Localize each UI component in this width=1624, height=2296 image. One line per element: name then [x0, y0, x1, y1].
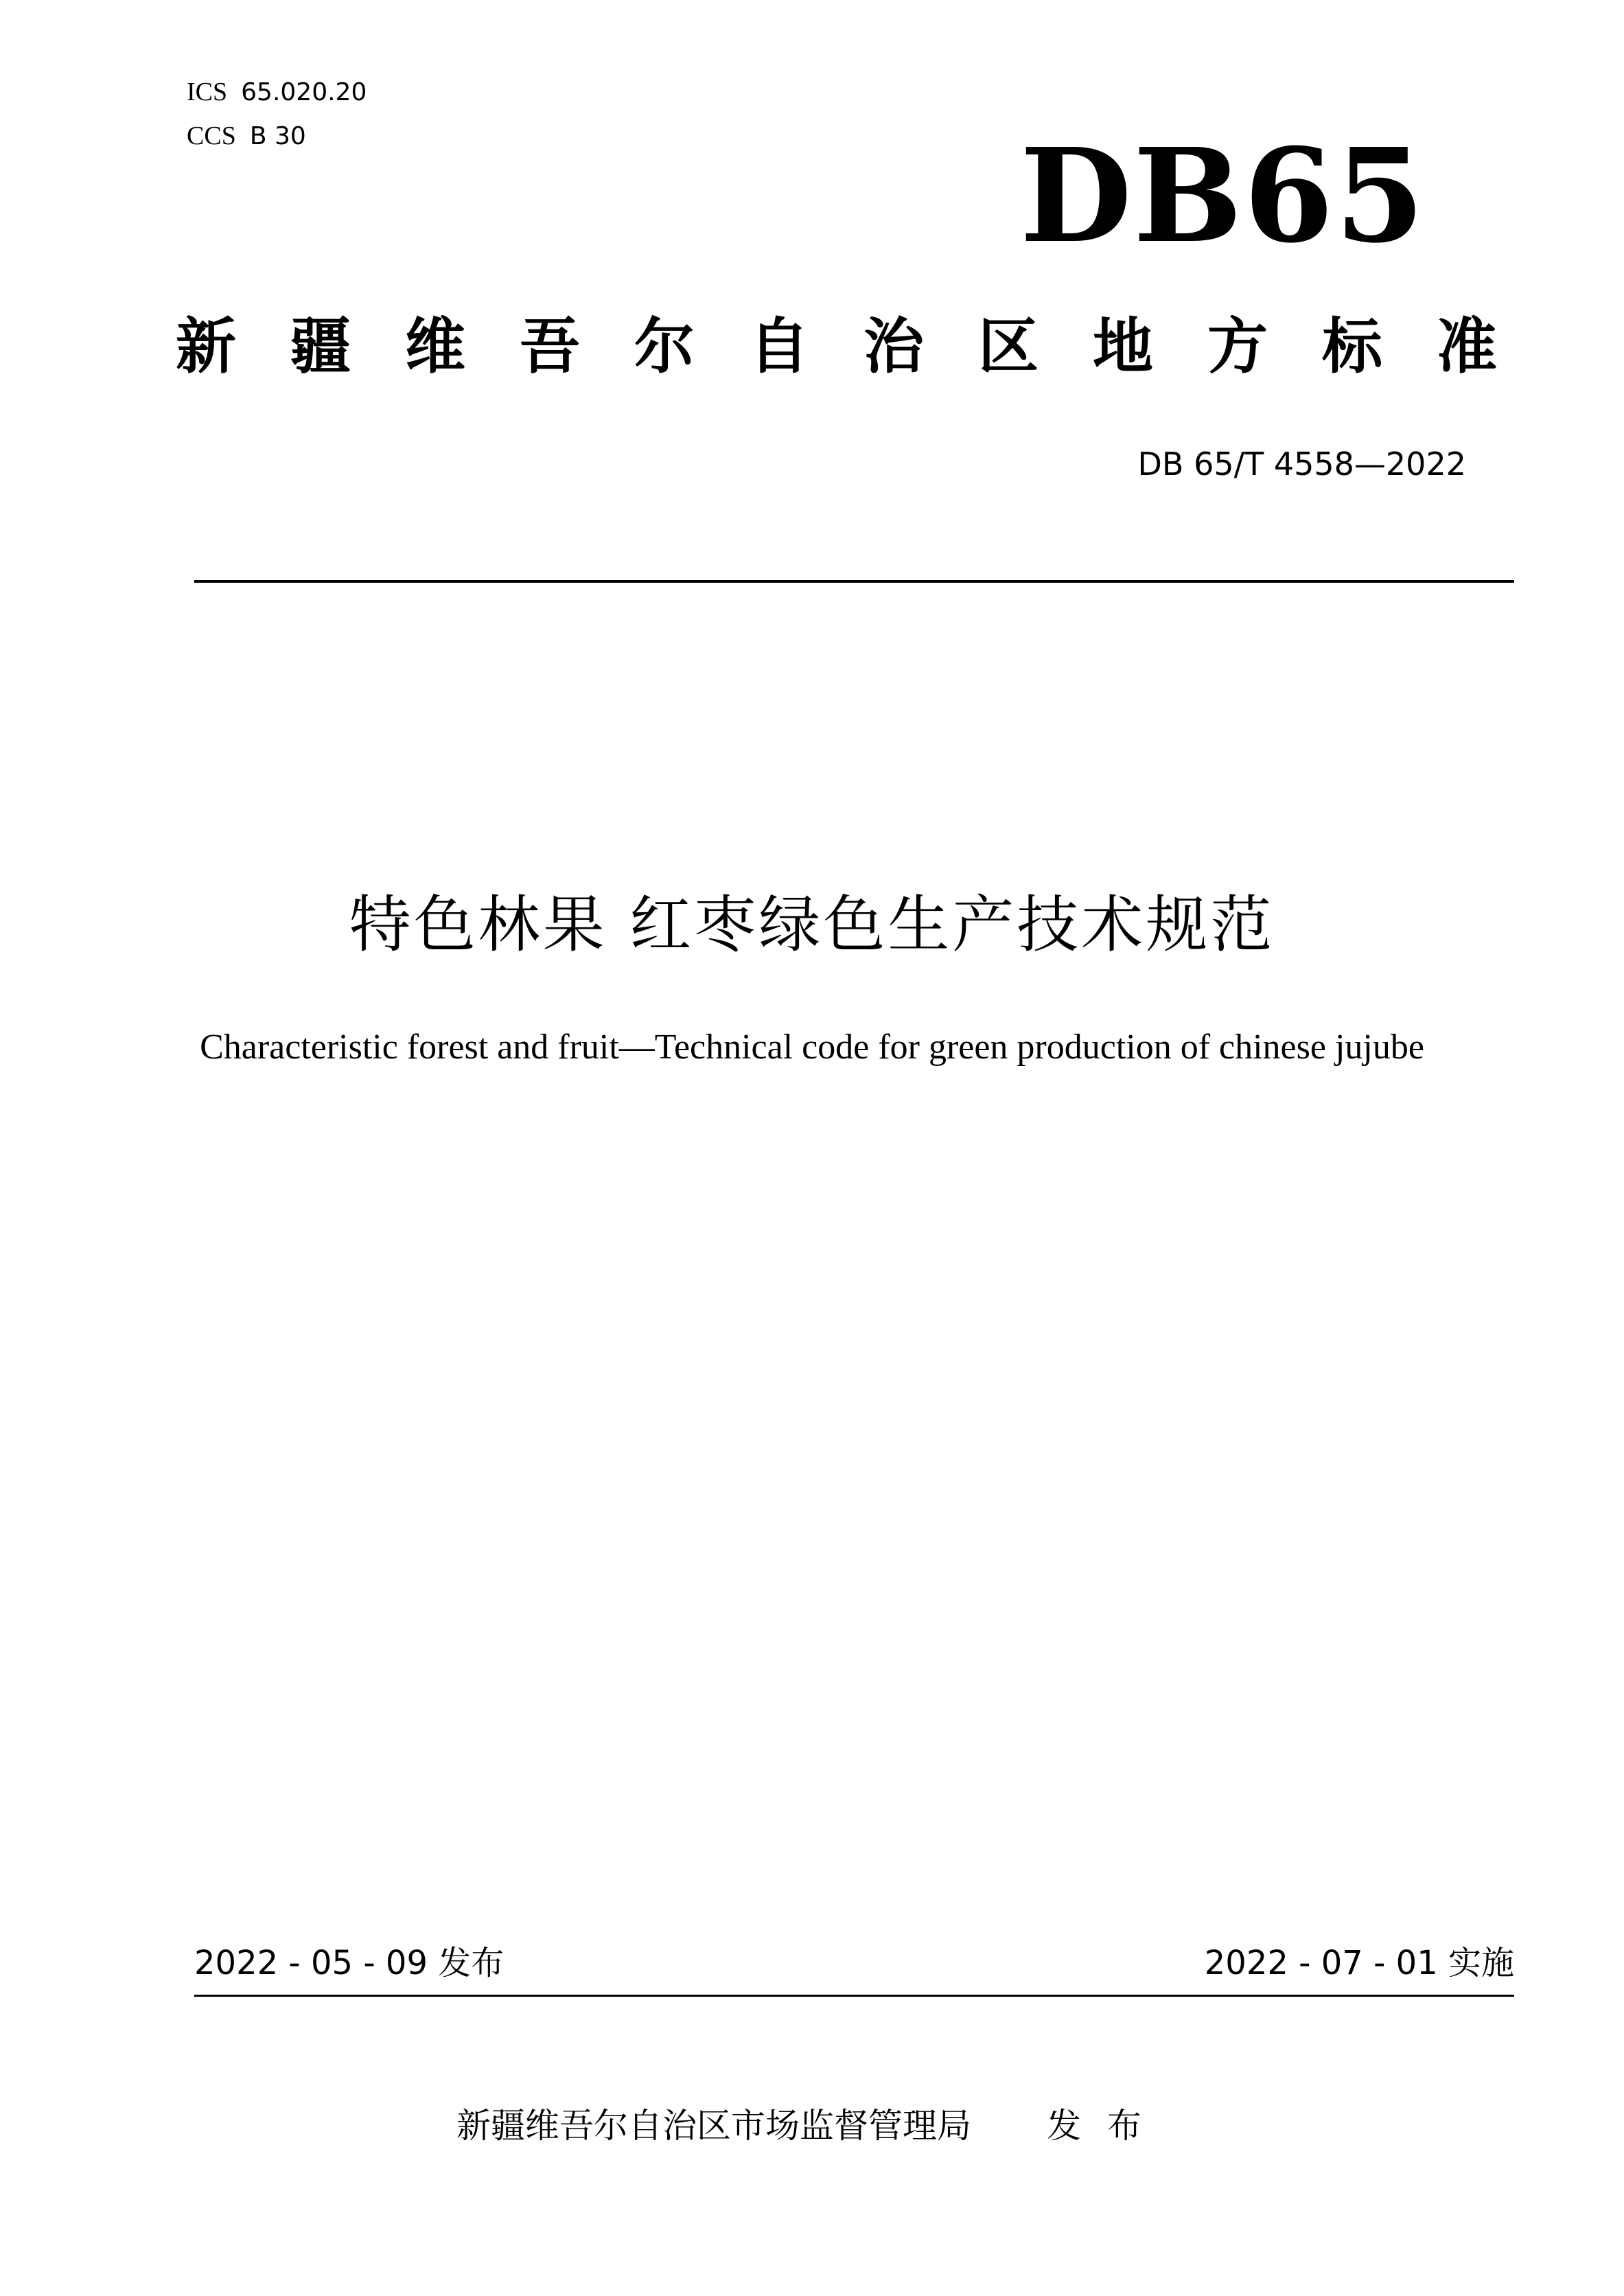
ics-code: 65.020.20 — [241, 78, 367, 106]
standard-type-heading: 新疆维吾尔自治区地方标准 — [176, 311, 1552, 382]
issuer-action: 发布 — [1047, 2106, 1168, 2146]
ccs-code: B 30 — [249, 122, 306, 150]
ics-classification — [187, 77, 367, 108]
issuer-organization: 新疆维吾尔自治区市场监督管理局 — [456, 2106, 971, 2146]
ccs-label: CCS — [187, 121, 236, 150]
issuer-line — [0, 2103, 1624, 2148]
implementation-date: 2022 - 07 - 01 实施 — [1204, 1944, 1514, 1982]
db-logo: DB65 — [1020, 120, 1426, 272]
ccs-classification — [187, 121, 306, 152]
title-chinese: 特色林果 红枣绿色生产技术规范 — [349, 889, 1275, 961]
ics-label: ICS — [187, 78, 228, 106]
issue-date: 2022 - 05 - 09 发布 — [194, 1944, 504, 1982]
bottom-divider — [194, 1995, 1514, 1997]
standard-number: DB 65/T 4558—2022 — [1137, 445, 1466, 483]
title-english: Characteristic forest and fruit—Technical code for green production of chinese jujube — [200, 1028, 1424, 1067]
top-divider — [194, 580, 1514, 583]
